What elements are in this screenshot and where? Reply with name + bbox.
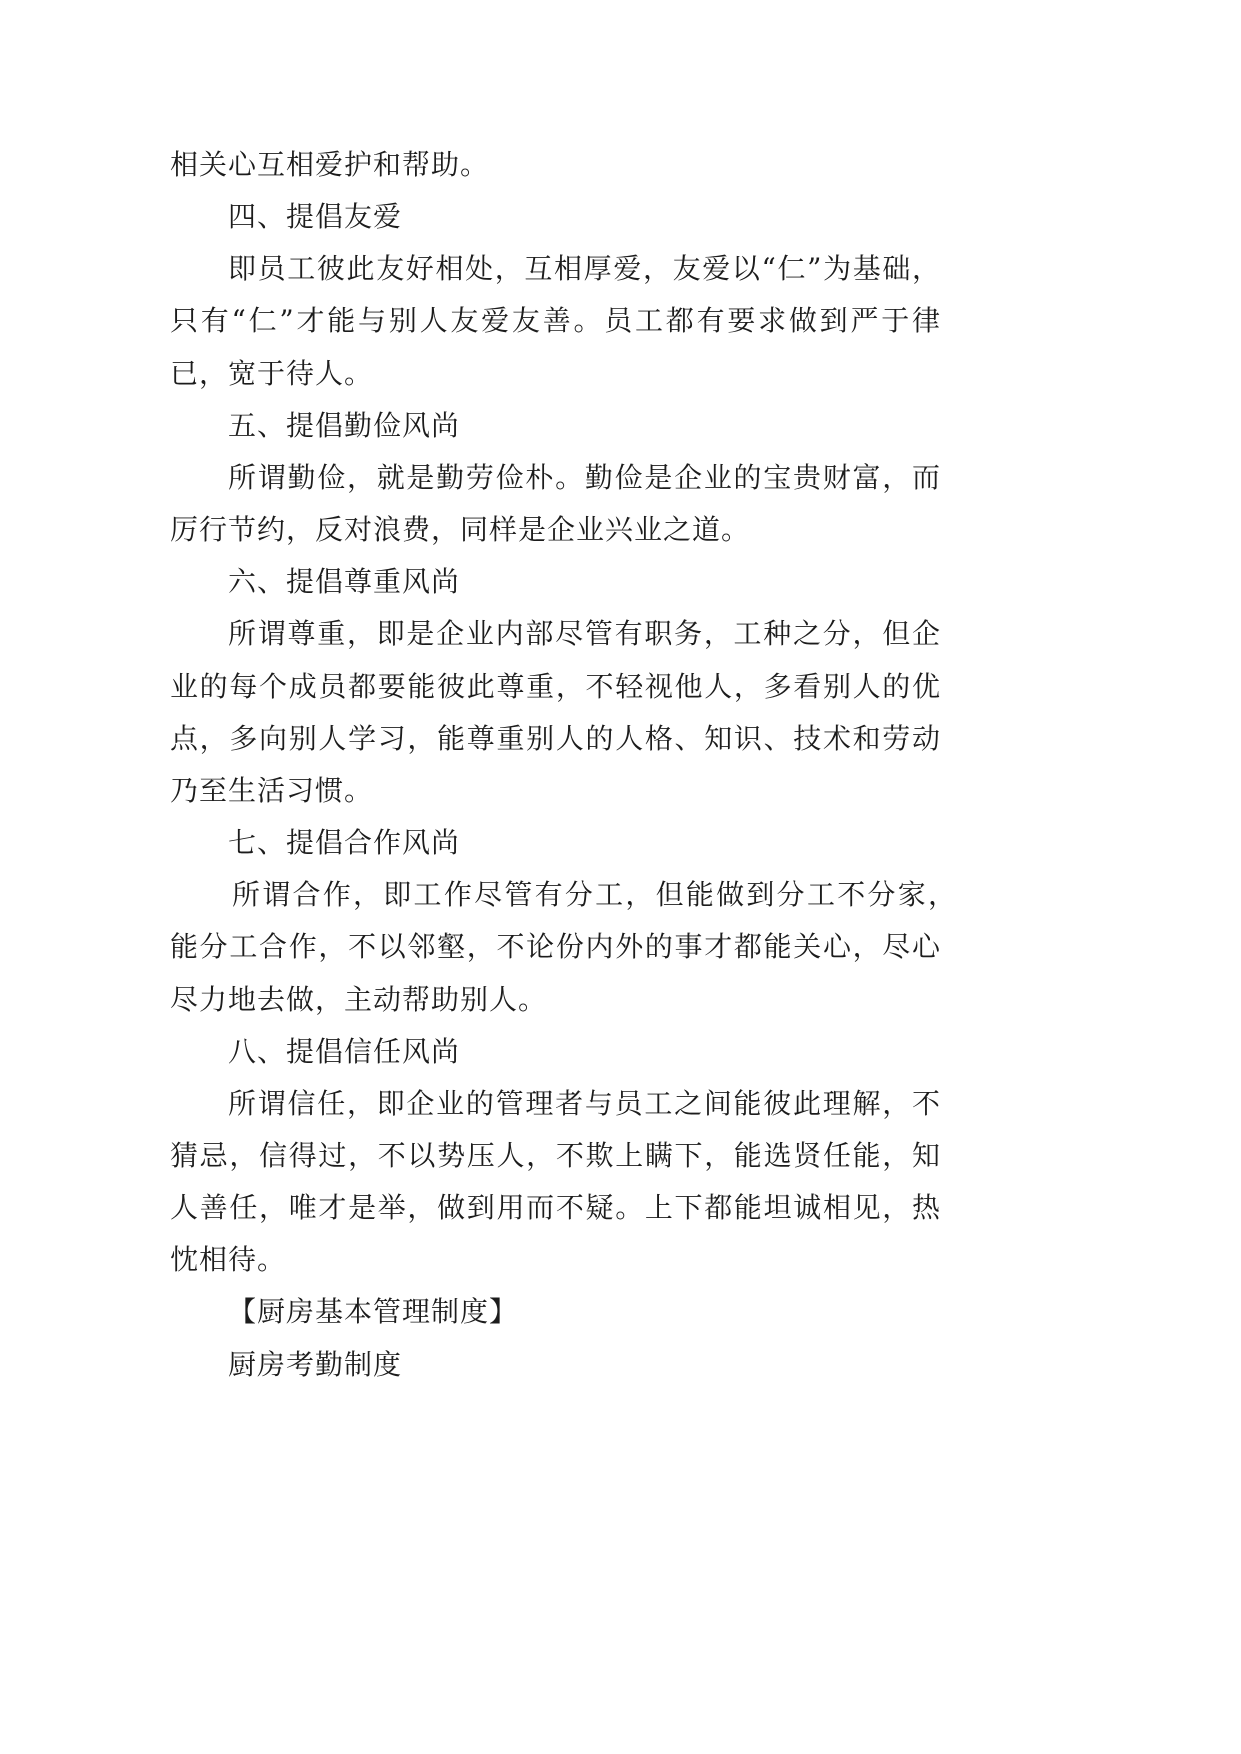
section-heading: 五、提倡勤俭风尚 (228, 408, 461, 442)
section-heading: 六、提倡尊重风尚 (228, 565, 461, 599)
section-friendship (170, 191, 940, 400)
section-respect (170, 556, 940, 817)
section-heading: 四、提倡友爱 (228, 200, 403, 234)
paragraph-line: 所谓勤俭，就是勤劳俭朴。勤俭是企业的宝贵财富，而 (228, 460, 940, 494)
section-trust (170, 1026, 940, 1287)
chapter-title: 【厨房基本管理制度】 (228, 1295, 519, 1329)
section-heading: 七、提倡合作风尚 (228, 826, 461, 860)
paragraph-line: 尽力地去做，主动帮助别人。 (170, 982, 548, 1016)
paragraph-line: 能分工合作，不以邻壑，不论份内外的事才都能关心，尽心 (170, 930, 940, 964)
paragraph-line: 已，宽于待人。 (170, 356, 374, 390)
paragraph-line: 点，多向别人学习，能尊重别人的人格、知识、技术和劳动 (170, 721, 940, 755)
paragraph-line: 所谓信任，即企业的管理者与员工之间能彼此理解，不 (228, 1086, 940, 1120)
paragraph-line: 忱相待。 (170, 1243, 287, 1277)
continued-paragraph-line: 相关心互相爱护和帮助。 (170, 148, 490, 181)
paragraph-line: 厉行节约，反对浪费，同样是企业兴业之道。 (170, 513, 751, 547)
section-thrift (170, 400, 940, 556)
paragraph-line: 所谓合作，即工作尽管有分工，但能做到分工不分家， (232, 878, 956, 912)
paragraph-line: 只有“仁”才能与别人友爱友善。员工都有要求做到严于律 (170, 304, 940, 338)
paragraph-line: 所谓尊重，即是企业内部尽管有职务，工种之分，但企 (228, 617, 940, 651)
paragraph-line: 乃至生活习惯。 (170, 773, 374, 807)
paragraph-line: 业的每个成员都要能彼此尊重，不轻视他人，多看别人的优 (170, 669, 940, 703)
chapter-subtitle: 厨房考勤制度 (228, 1347, 403, 1381)
paragraph-line: 即员工彼此友好相处，互相厚爱，友爱以“仁”为基础， (228, 252, 940, 286)
paragraph-line: 人善任，唯才是举，做到用而不疑。上下都能坦诚相见，热 (170, 1191, 940, 1225)
section-cooperation (170, 817, 956, 1026)
section-heading: 八、提倡信任风尚 (228, 1034, 461, 1068)
document-body (170, 139, 956, 1391)
paragraph-line: 猜忌，信得过，不以势压人，不欺上瞒下，能选贤任能，知 (170, 1138, 940, 1172)
